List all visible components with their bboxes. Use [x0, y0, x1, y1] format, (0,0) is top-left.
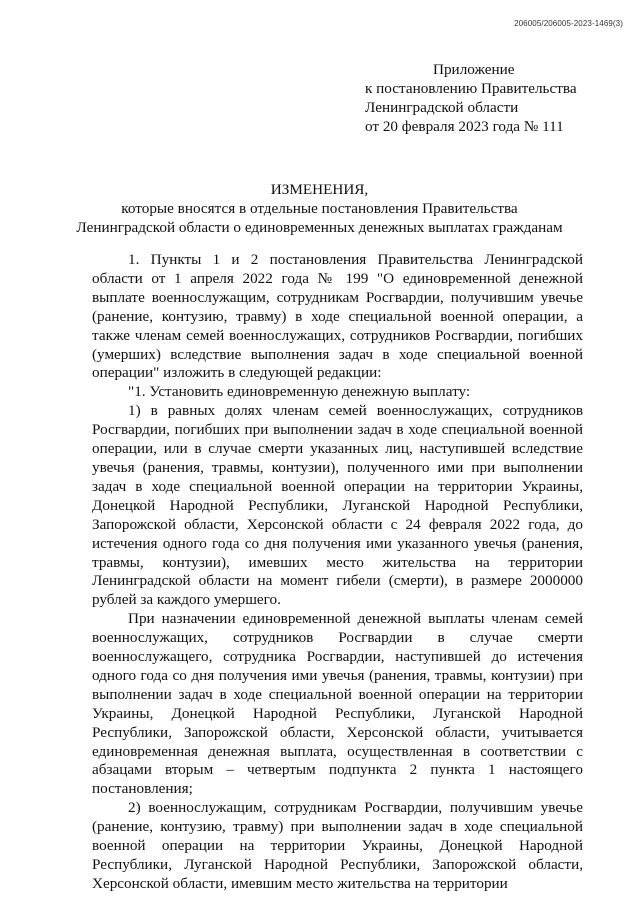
title-subtitle-1: которые вносятся в отдельные постановления Правительства — [121, 200, 518, 217]
title-heading: ИЗМЕНЕНИЯ, — [270, 181, 369, 198]
appendix-block — [365, 60, 577, 136]
appendix-title: Приложение — [433, 61, 515, 78]
paragraph-3: 1) в равных долях членам семей военнослужащих, сотрудников Росгвардии, погибших при выполнении задач в ходе специальной военной операции, или в случае смерти указанных лиц, наступившей вследствие увечья (ранения, травмы, контузии), полученного ими при выполнении задач в ходе специальной военной операции на территории Украины, Донецкой Народной Республики, Луганской Народной Республики, Запорожской области, Херсонской области с 24 февраля 2022 года, до истечения одного года со дня получения ими указанного увечья (ранения, травмы, контузии), имевших место жительства на территории Ленинградской области на момент гибели (смерти), в размере 2000000 рублей за каждого умершего. — [92, 402, 583, 609]
title-subtitle-2: Ленинградской области о единовременных денежных выплатах гражданам — [76, 219, 563, 236]
paragraph-2: "1. Установить единовременную денежную выплату: — [128, 383, 471, 401]
document-title — [40, 180, 599, 237]
appendix-line-3: Ленинградской области — [365, 99, 519, 116]
appendix-line-4: от 20 февраля 2023 года № 111 — [365, 118, 564, 135]
paragraph-5: 2) военнослужащим, сотрудникам Росгвардии, получившим увечье (ранение, контузию, травму) при выполнении задач в ходе специальной военной операции на территории Украины, Донецкой Народной Республики, Луганской Народной Республики, Запорожской области, Херсонской области, имевшим место жительства на территории — [92, 799, 583, 892]
document-body — [92, 251, 583, 894]
document-id: 206005/206005-2023-1469(3) — [514, 19, 623, 28]
appendix-line-2: к постановлению Правительства — [365, 80, 577, 97]
paragraph-4: При назначении единовременной денежной выплаты членам семей военнослужащих, сотрудников Росгвардии в случае смерти военнослужащего, сотрудника Росгвардии, наступившей до истечения одного года со дня получения ими увечья (ранения, травмы, контузии) при выполнении задач в ходе специальной военной операции на территории Украины, Донецкой Народной Республики, Луганской Народной Республики, Запорожской области, Херсонской области, учитывается единовременная денежная выплата, осуществленная в соответствии с абзацами вторым – четвертым подпункта 2 пункта 1 настоящего постановления; — [92, 610, 583, 798]
paragraph-1: 1. Пункты 1 и 2 постановления Правительства Ленинградской области от 1 апреля 2022 года № 199 "О единовременной денежной выплате военнослужащим, сотрудникам Росгвардии, получившим увечье (ранение, контузию, травму) в ходе специальной военной операции, а также членам семей военнослужащих, сотрудников Росгвардии, погибших (умерших) вследствие выполнения задач в ходе специальной военной операции" изложить в следующей редакции: — [92, 251, 583, 382]
